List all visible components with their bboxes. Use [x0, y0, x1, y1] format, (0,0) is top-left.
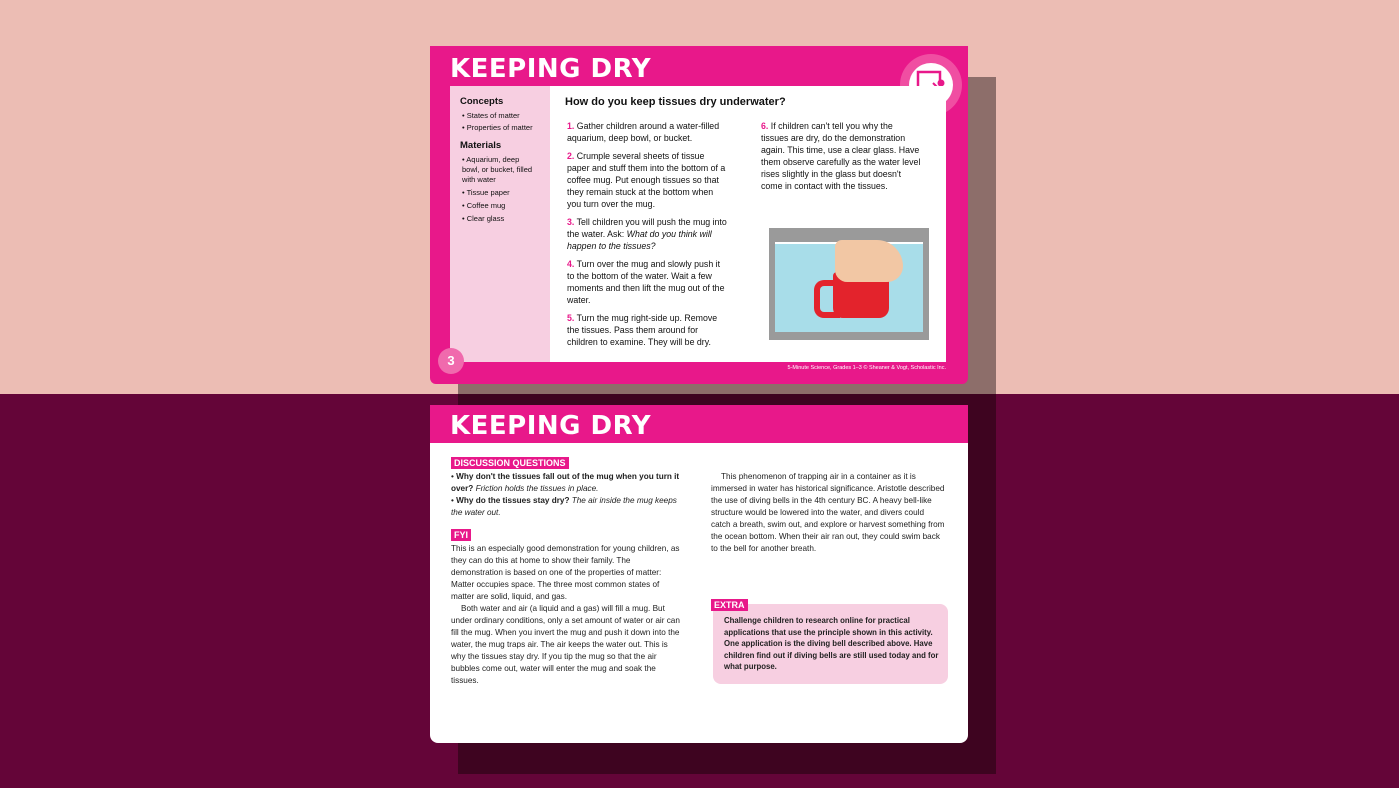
step-4: 4. Turn over the mug and slowly push it to the bottom of the water. Wait a few moments and then lift the mug out of the water.	[567, 259, 725, 305]
activity-question: How do you keep tissues dry underwater?	[565, 96, 786, 108]
history-paragraph: This phenomenon of trapping air in a container as it is immersed in water has historical significance. Aristotle described the use of diving bells in the 4th century BC. A heavy bell-like structure would be lowered into the water, and divers could catch a breath, swim out, and explore or harvest something from the ocean bottom. When their air ran out, they could swim back to the bell for another breath.	[711, 472, 945, 553]
concepts-heading: Concepts	[460, 96, 504, 107]
material-item: • Coffee mug	[462, 201, 506, 210]
discussion-questions-tag: DISCUSSION QUESTIONS	[451, 457, 569, 469]
card-content	[450, 86, 946, 362]
activity-card-back	[430, 405, 968, 743]
extra-text: Challenge children to research online for practical applications that use the principle shown in this activity. One application is the diving bell described above. Have children find out if diving bells are still used today and for what purpose.	[724, 616, 939, 671]
activity-card-front	[430, 46, 968, 384]
fyi-paragraph-1: This is an especially good demonstration for young children, as they can do this at home to show their family. The demonstration is based on one of the properties of matter: Matter occupies space. The three most common states of matter are solid, liquid, and gas.	[451, 544, 680, 601]
step-1: 1. Gather children around a water-filled aquarium, deep bowl, or bucket.	[567, 121, 720, 143]
step-2: 2. Crumple several sheets of tissue paper and stuff them into the bottom of a coffee mug. Put enough tissues so that they remain stuck at the bottom when you turn over the mug.	[567, 151, 726, 209]
back-header	[430, 405, 968, 443]
materials-heading: Materials	[460, 140, 502, 151]
discussion-question-2: • Why do the tissues stay dry? The air inside the mug keeps the water out.	[451, 496, 677, 517]
page-number: 3	[438, 348, 464, 374]
discussion-question-1: • Why don't the tissues fall out of the mug when you turn it over? Friction holds the tissues in place.	[451, 472, 680, 493]
card-title: KEEPING DRY	[450, 54, 652, 84]
material-item: • Clear glass	[462, 214, 505, 223]
back-title: KEEPING DRY	[450, 411, 652, 441]
step-3: 3. Tell children you will push the mug into the water. Ask: What do you think will happen to the tissues?	[567, 217, 727, 251]
fyi-paragraph-2: Both water and air (a liquid and a gas) will fill a mug. But under ordinary conditions, only a set amount of water or air can fill the mug. When you invert the mug and push it down into the water, the mug traps air. The air keeps the water out. This is why the tissues stay dry. If you tip the mug so that the air bubbles come out, water will enter the mug and soak the tissues.	[451, 604, 680, 685]
step-6: 6. If children can't tell you why the tissues are dry, do the demonstration again. This time, use a clear glass. Have them observe carefully as the water level rises slightly in the glass but doesn't come in contact with the tissues.	[761, 121, 921, 191]
main-content	[550, 86, 946, 362]
copyright-text: 5-Minute Science, Grades 1–3 © Sheaner & Vogt, Scholastic Inc.	[787, 365, 946, 371]
extra-tag: EXTRA	[711, 599, 748, 611]
sidebar	[450, 86, 550, 362]
step-5: 5. Turn the mug right-side up. Remove the tissues. Pass them around for children to examine. They will be dry.	[567, 313, 718, 347]
material-item: • Tissue paper	[462, 188, 510, 197]
material-item: • Aquarium, deep bowl, or bucket, filled with water	[462, 155, 533, 184]
mug-in-water-illustration	[769, 228, 929, 340]
concept-item: • States of matter	[462, 111, 520, 120]
concept-item: • Properties of matter	[462, 123, 533, 132]
fyi-tag: FYI	[451, 529, 471, 541]
